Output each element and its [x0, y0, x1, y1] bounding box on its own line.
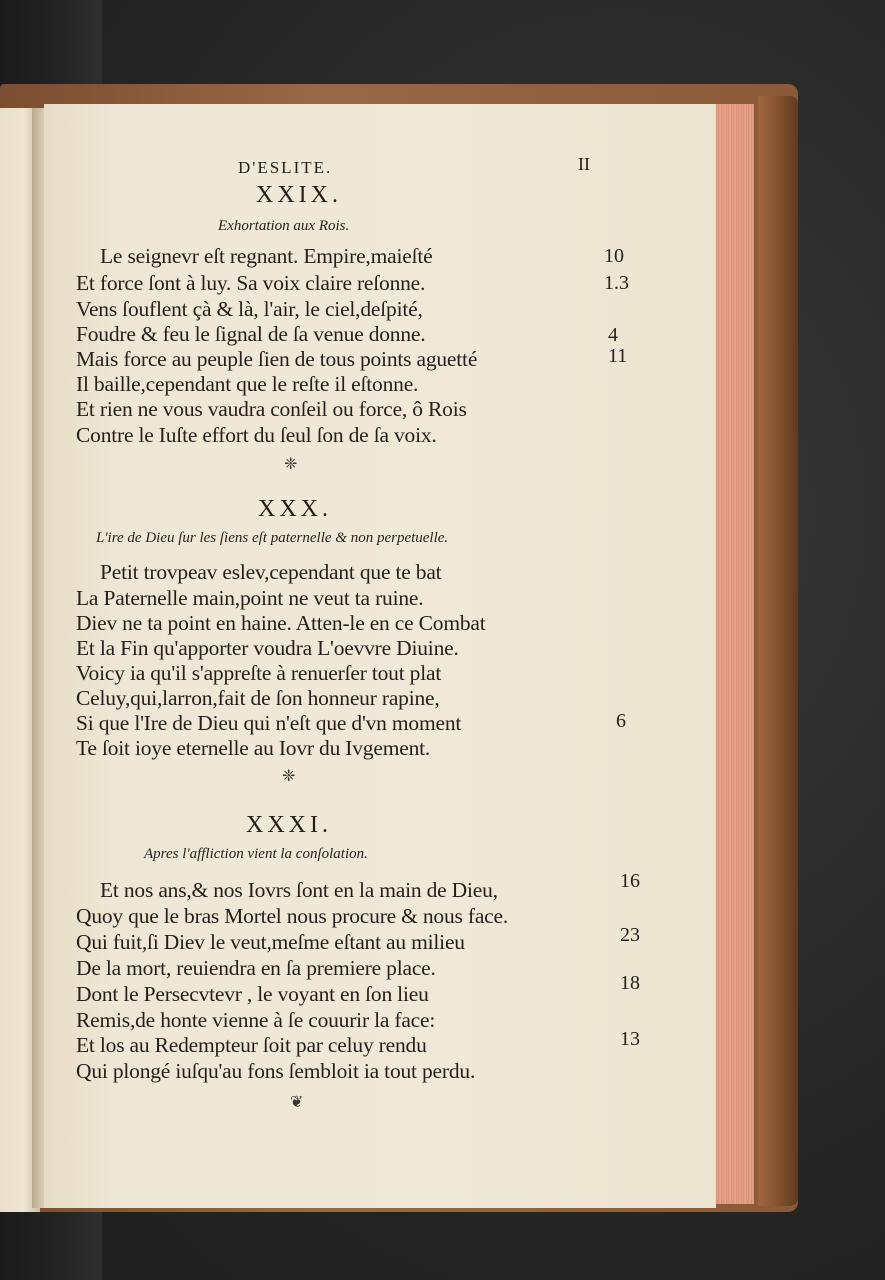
verse-line: Petit trovpeav eslev,cependant que te bat — [100, 560, 442, 584]
section-subtitle: Exhortation aux Rois. — [218, 218, 350, 234]
verse-line: La Paternelle main,point ne veut ta ruine. — [76, 586, 424, 610]
margin-note: 11 — [608, 345, 628, 367]
page-number: II — [578, 154, 590, 174]
verse-line: Vens ſouflent çà & là, l'air, le ciel,deſpité, — [76, 297, 423, 321]
verse-line: Foudre & feu le ſignal de ſa venue donne. — [76, 322, 426, 346]
verse-line: Voicy ia qu'il s'appreſte à renuerſer tout plat — [76, 661, 442, 685]
margin-note: 4 — [608, 324, 618, 346]
verse-line: Et los au Redempteur ſoit par celuy rendu — [76, 1033, 427, 1057]
section-subtitle: Apres l'affliction vient la conſolation. — [144, 846, 368, 862]
section-subtitle: L'ire de Dieu ſur les ſiens eſt paternelle & non perpetuelle. — [96, 530, 449, 546]
margin-note: 18 — [620, 972, 640, 994]
verse-line: Te ſoit ioye eternelle au Iovr du Ivgement. — [76, 736, 431, 760]
verse-line: Et rien ne vous vaudra conſeil ou force, ô Rois — [76, 397, 467, 421]
verse-line: Dont le Persecvtevr , le voyant en ſon lieu — [76, 982, 429, 1006]
margin-note: 13 — [620, 1028, 640, 1050]
verse-line: Remis,de honte vienne à ſe couurir la face: — [76, 1008, 436, 1032]
cover-edge — [758, 96, 798, 1206]
verse-line: Mais force au peuple ſien de tous points aguetté — [76, 347, 478, 371]
verse-line: De la mort, reuiendra en ſa premiere place. — [76, 956, 436, 980]
margin-note: 10 — [604, 245, 624, 267]
page-block-edge — [712, 104, 754, 1204]
section-numeral: XXIX. — [256, 182, 342, 208]
verse-line: Quoy que le bras Mortel nous procure & nous face. — [76, 904, 509, 928]
verse-line: Et force ſont à luy. Sa voix claire reſonne. — [76, 271, 426, 295]
verse-line: Si que l'Ire de Dieu qui n'eſt que d'vn moment — [76, 711, 462, 735]
margin-note: 6 — [616, 710, 626, 732]
verse-line: Celuy,qui,larron,fait de ſon honneur rapine, — [76, 686, 440, 710]
margin-note: 16 — [620, 870, 640, 892]
verse-line: Qui fuit,ſi Diev le veut,meſme eſtant au milieu — [76, 930, 465, 954]
section-ornament: ❈ — [282, 768, 296, 785]
verse-line: Il baille,cependant que le reſte il eſtonne. — [76, 372, 419, 396]
section-numeral: XXX. — [258, 496, 332, 522]
section-ornament: ❈ — [284, 456, 298, 473]
verse-line: Et la Fin qu'apporter voudra L'oevvre Diuine. — [76, 636, 459, 660]
margin-note: 23 — [620, 924, 640, 946]
margin-note: 1.3 — [604, 272, 629, 294]
running-title: D'ESLITE. — [238, 158, 333, 177]
verse-line: Qui plongé iuſqu'au fons ſembloit ia tout perdu. — [76, 1059, 476, 1083]
end-ornament: ❦ — [290, 1094, 304, 1111]
verse-line: Contre le Iuſte effort du ſeul ſon de ſa voix. — [76, 423, 437, 447]
verse-line: Diev ne ta point en haine. Atten-le en ce Combat — [76, 611, 486, 635]
section-numeral: XXXI. — [246, 812, 332, 838]
verse-line: Le seignevr eſt regnant. Empire,maieſté — [100, 244, 433, 268]
verse-line: Et nos ans,& nos Iovrs ſont en la main de Dieu, — [100, 878, 498, 902]
